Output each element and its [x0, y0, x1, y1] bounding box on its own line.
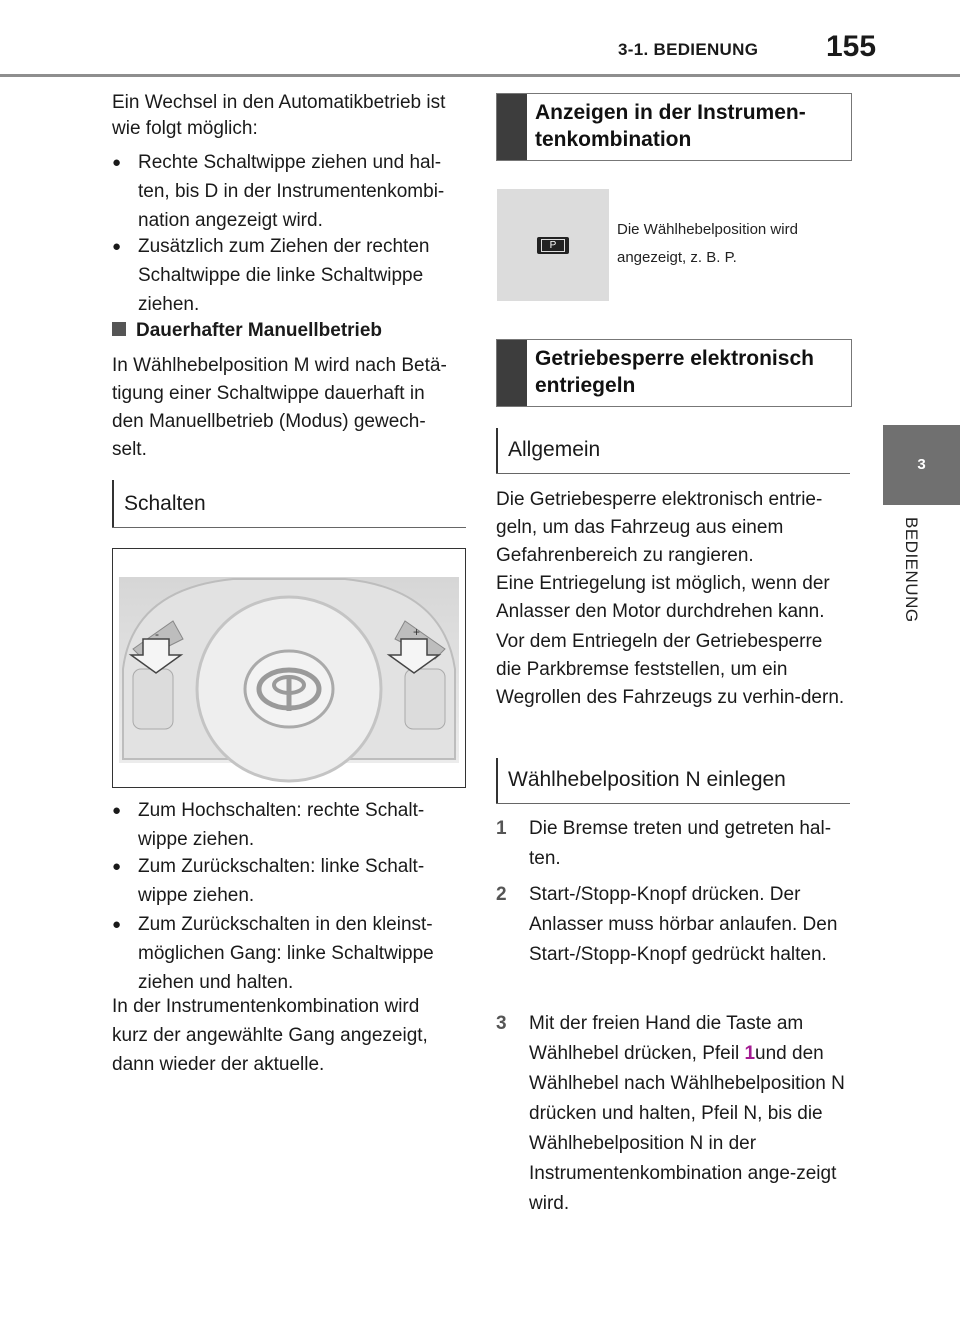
- step-item: [496, 880, 850, 1000]
- step-item: [496, 814, 850, 874]
- step-text: [529, 1009, 847, 1219]
- section-title: Schalten: [124, 492, 206, 515]
- subhead-bar: [496, 428, 498, 474]
- box-heading-title: Getriebesperre elektronisch entriegeln: [535, 347, 814, 397]
- steering-wheel-icon: [113, 549, 465, 787]
- paragraph: Vor dem Entriegeln der Getriebesperre die Parkbremse feststellen, um ein Wegrollen des Fahrzeugs zu verhin-dern.: [496, 631, 845, 708]
- intro-text: Ein Wechsel in den Automatikbetrieb ist wie folgt möglich:: [112, 92, 446, 139]
- paddle-minus-label: -: [155, 627, 159, 641]
- list-item: ● Zum Zurückschalten in den kleinst-möglichen Gang: linke Schaltwippe ziehen und halten.: [112, 910, 478, 997]
- subhead-rule: [496, 473, 850, 474]
- manual-mode-text: In Wählhebelposition M wird nach Betä-tigung einer Schaltwippe dauerhaft in den Manuellbetrieb (Modus) gewech-selt.: [112, 355, 447, 460]
- step-number: 2: [496, 884, 507, 905]
- chapter-tab: 3: [883, 425, 960, 505]
- header-rule: [0, 74, 960, 77]
- list-item: ● Zusätzlich zum Ziehen der rechten Schaltwippe die linke Schaltwippe ziehen.: [112, 232, 468, 319]
- step-number: 1: [496, 818, 507, 839]
- steering-wheel-illustration: [112, 548, 466, 788]
- box-heading-bar: [497, 340, 527, 406]
- box-heading-unlock: [496, 339, 852, 407]
- section-schalten: [112, 480, 466, 528]
- subhead-rule: [112, 527, 466, 528]
- page-number: 155: [826, 30, 877, 63]
- list-item: ● Zum Hochschalten: rechte Schalt-wippe ziehen.: [112, 796, 468, 854]
- section-title: Allgemein: [508, 438, 601, 461]
- step-text: Start-/Stopp-Knopf drücken. Der Anlasser muss hörbar anlaufen. Den Start-/Stopp-Knopf gedrückt halten.: [529, 884, 838, 965]
- step-text: Die Bremse treten und getreten hal-ten.: [529, 818, 832, 869]
- paragraph: Die Getriebesperre elektronisch entrie-geln, um das Fahrzeug aus einem Gefahrenbereich zu rangieren.: [496, 489, 823, 566]
- paragraph: Eine Entriegelung ist möglich, wenn der Anlasser den Motor durchdrehen kann.: [496, 573, 830, 622]
- section-allgemein: [496, 428, 850, 474]
- closing-text: In der Instrumentenkombination wird kurz der angewählte Gang angezeigt, dann wieder der aktuelle.: [112, 996, 428, 1075]
- step-number: 3: [496, 1013, 507, 1034]
- square-bullet-icon: [112, 322, 126, 336]
- step-item: [496, 1009, 850, 1219]
- box-heading-display: [496, 93, 852, 161]
- chapter-title: 3-1. BEDIENUNG: [618, 40, 759, 59]
- gear-letter: P: [541, 239, 565, 252]
- step-text-part: Mit der freien Hand die Taste am Wählhebel drücken, Pfeil: [529, 1013, 804, 1064]
- display-illustration: [497, 189, 609, 301]
- section-gear-n: [496, 758, 850, 804]
- subhead-rule: [496, 803, 850, 804]
- list-item: ● Rechte Schaltwippe ziehen und hal-ten, bis D in der Instrumentenkombi-nation angezeigt wird.: [112, 148, 468, 235]
- box-heading-title: Anzeigen in der Instrumen-tenkombination: [535, 101, 806, 151]
- list-item: ● Zum Zurückschalten: linke Schalt-wippe ziehen.: [112, 852, 468, 910]
- paddle-plus-label: +: [413, 625, 421, 639]
- arrow-number-highlight: 1: [744, 1043, 756, 1064]
- section-title: Wählhebelposition N einlegen: [508, 768, 786, 791]
- subsection-heading: Dauerhafter Manuellbetrieb: [136, 320, 382, 341]
- subhead-bar: [112, 480, 114, 528]
- step-text-part: und den Wählhebel nach Wählhebelposition N drücken und halten, Pfeil N, bis die Wählhebelposition N in der Instrumentenkombination ange-zeigt wird.: [529, 1043, 845, 1214]
- chapter-side-label: BEDIENUNG: [902, 517, 921, 623]
- box-heading-bar: [497, 94, 527, 160]
- display-caption: Die Wählhebelposition wird angezeigt, z. B. P.: [617, 221, 798, 266]
- subhead-bar: [496, 758, 498, 804]
